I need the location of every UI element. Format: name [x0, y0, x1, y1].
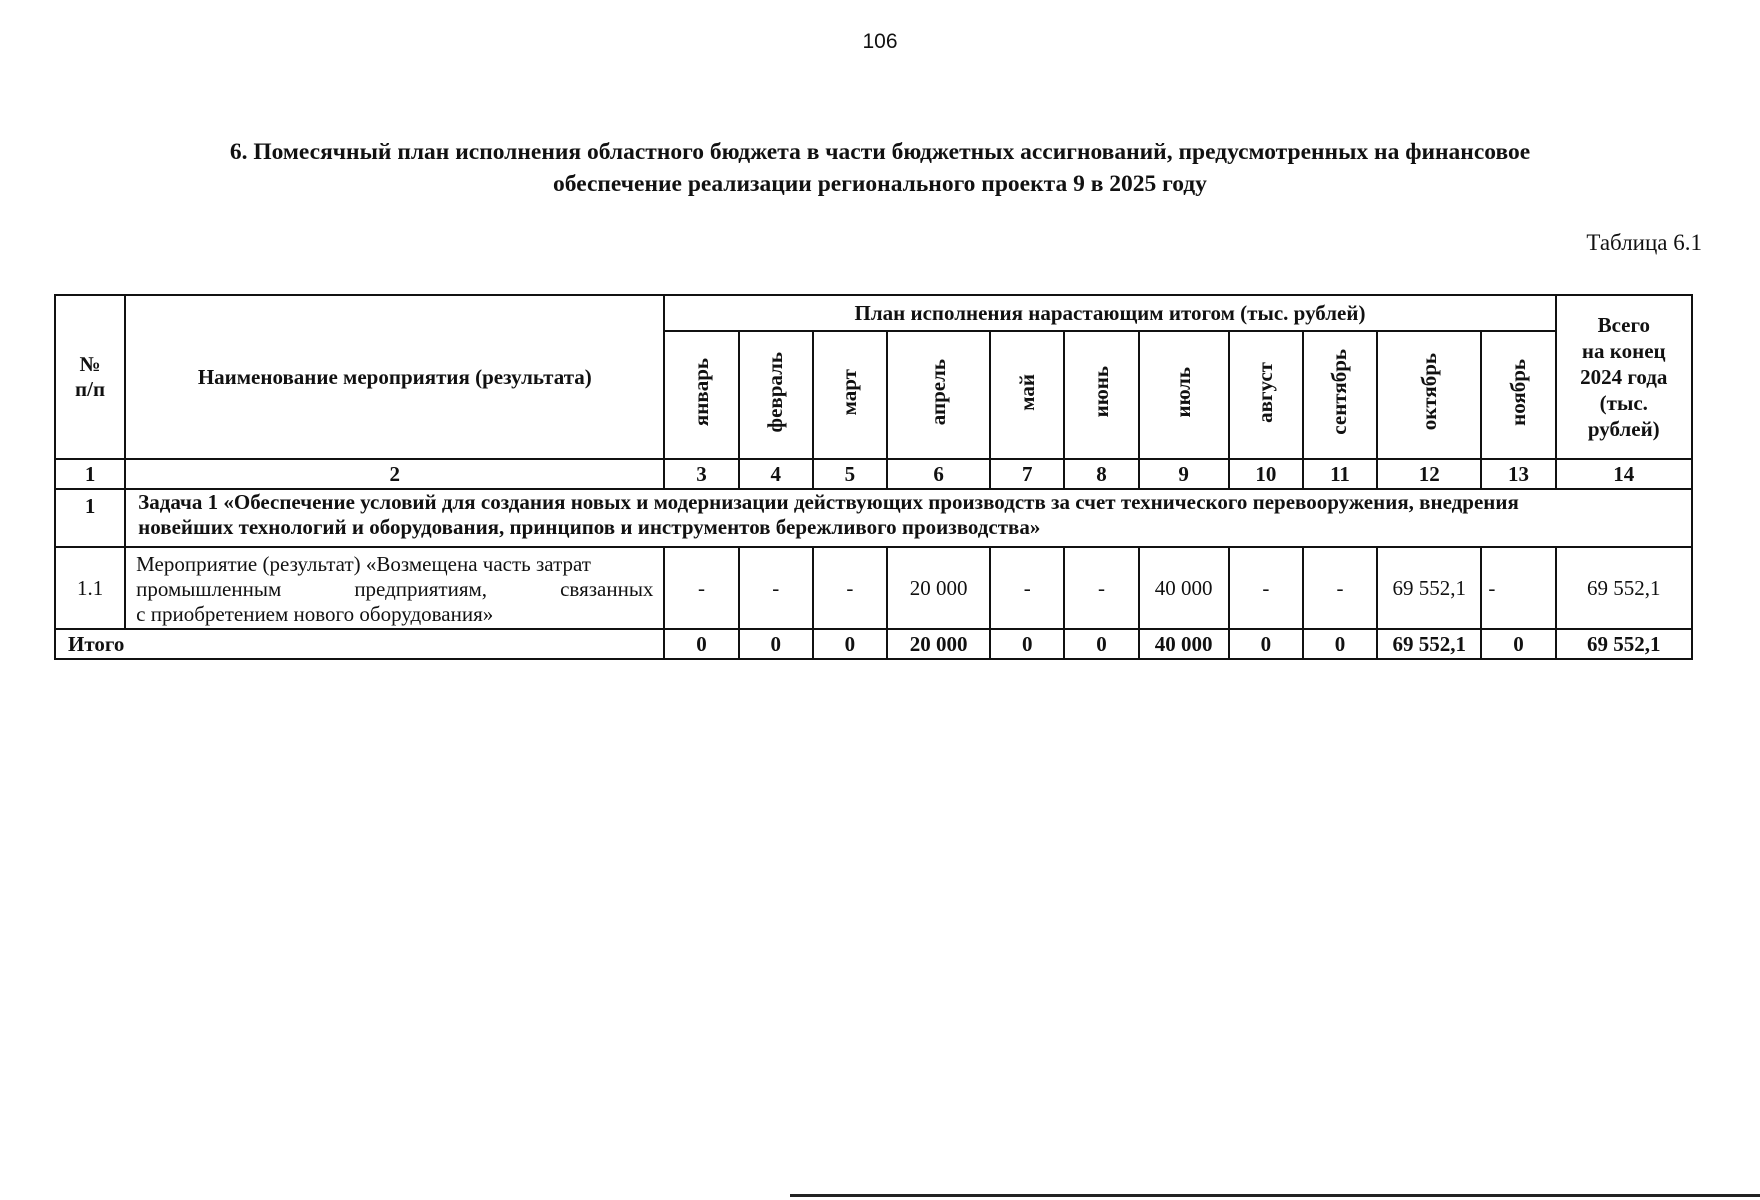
- column-number: 13: [1481, 459, 1555, 489]
- task-description: [125, 489, 1692, 547]
- header-row-number-line-1: №: [79, 352, 101, 376]
- task-description-line-1: Задача 1 «Обеспечение условий для создания новых и модернизации действующих производств за счет технического перевооружения, внедрения: [138, 490, 1519, 514]
- item-total: 69 552,1: [1556, 547, 1692, 629]
- totals-value-month: 0: [1229, 629, 1303, 659]
- page-number: 106: [862, 30, 898, 53]
- column-number: 2: [125, 459, 664, 489]
- month-label: январь: [689, 357, 714, 427]
- header-row-number-line-2: п/п: [75, 377, 106, 401]
- month-label: май: [1014, 373, 1039, 411]
- totals-value-month: 20 000: [887, 629, 990, 659]
- document-title-line-2: обеспечение реализации регионального проекта 9 в 2025 году: [553, 171, 1207, 197]
- month-label: ноябрь: [1505, 358, 1530, 426]
- month-header: [1064, 331, 1138, 459]
- month-header: [739, 331, 813, 459]
- month-header: [1377, 331, 1481, 459]
- column-number: 5: [813, 459, 887, 489]
- header-row-number: [55, 295, 125, 459]
- month-label: март: [837, 368, 862, 416]
- totals-value-month: 0: [813, 629, 887, 659]
- scan-edge-line: [790, 1194, 1760, 1197]
- task-number: 1: [55, 489, 125, 547]
- month-header: [664, 331, 738, 459]
- totals-row: [55, 629, 1692, 659]
- totals-value-month: 0: [664, 629, 738, 659]
- month-label: апрель: [926, 358, 951, 426]
- document-title-line-1: 6. Помесячный план исполнения областного бюджета в части бюджетных ассигнований, предусмотренных на финансовое: [229, 139, 1531, 165]
- item-name: [125, 547, 664, 629]
- item-value-month: -: [1229, 547, 1303, 629]
- table-caption: Таблица 6.1: [1586, 230, 1702, 255]
- totals-grand-total: 69 552,1: [1556, 629, 1692, 659]
- month-label: февраль: [763, 351, 788, 433]
- month-header: [1139, 331, 1229, 459]
- item-value-month: 20 000: [887, 547, 990, 629]
- table-row: [55, 547, 1692, 629]
- month-header: [990, 331, 1064, 459]
- item-value-month: -: [990, 547, 1064, 629]
- item-value-month: 69 552,1: [1377, 547, 1481, 629]
- column-number: 7: [990, 459, 1064, 489]
- month-label: июнь: [1088, 366, 1113, 418]
- column-number: 3: [664, 459, 738, 489]
- column-number: 14: [1556, 459, 1692, 489]
- item-name-line-3: с приобретением нового оборудования»: [136, 601, 494, 626]
- item-value-month: 40 000: [1139, 547, 1229, 629]
- item-number: 1.1: [55, 547, 125, 629]
- header-row-1: [55, 295, 1692, 331]
- column-number: 8: [1064, 459, 1138, 489]
- month-label: сентябрь: [1327, 349, 1352, 435]
- totals-value-month: 0: [1303, 629, 1377, 659]
- totals-value-month: 0: [1481, 629, 1555, 659]
- header-total: [1556, 295, 1692, 459]
- month-label: октябрь: [1416, 353, 1441, 431]
- header-total-line-1: Всего: [1597, 313, 1650, 337]
- header-total-line-3: 2024 года: [1580, 365, 1668, 389]
- column-number: 12: [1377, 459, 1481, 489]
- item-value-month: -: [813, 547, 887, 629]
- item-value-month: -: [739, 547, 813, 629]
- totals-value-month: 0: [1064, 629, 1138, 659]
- column-number: 1: [55, 459, 125, 489]
- month-header: [887, 331, 990, 459]
- totals-value-month: 40 000: [1139, 629, 1229, 659]
- column-number: 10: [1229, 459, 1303, 489]
- totals-value-month: 0: [739, 629, 813, 659]
- header-total-line-2: на конец: [1581, 339, 1666, 363]
- month-header: [813, 331, 887, 459]
- totals-value-month: 0: [990, 629, 1064, 659]
- column-number: 6: [887, 459, 990, 489]
- task-description-line-2: новейших технологий и оборудования, принципов и инструментов бережливого производства»: [138, 515, 1041, 539]
- item-value-month: -: [664, 547, 738, 629]
- item-value-month: -: [1481, 547, 1555, 629]
- totals-label: Итого: [55, 629, 664, 659]
- column-number: 11: [1303, 459, 1377, 489]
- item-name-line-1: Мероприятие (результат) «Возмещена часть затрат: [136, 551, 591, 576]
- task-row: [55, 489, 1692, 547]
- month-header: [1229, 331, 1303, 459]
- column-number-row: [55, 459, 1692, 489]
- header-total-line-5: рублей): [1587, 417, 1660, 441]
- column-number: 4: [739, 459, 813, 489]
- month-label: июль: [1171, 366, 1196, 418]
- header-activity-name: Наименование мероприятия (результата): [125, 295, 664, 459]
- item-value-month: -: [1303, 547, 1377, 629]
- header-plan-group: План исполнения нарастающим итогом (тыс. рублей): [664, 295, 1555, 331]
- header-total-line-4: (тыс.: [1599, 391, 1648, 415]
- item-value-month: -: [1064, 547, 1138, 629]
- month-header: [1481, 331, 1555, 459]
- month-label: август: [1253, 361, 1278, 423]
- totals-value-month: 69 552,1: [1377, 629, 1481, 659]
- budget-plan-table: [54, 294, 1693, 660]
- item-name-line-2: промышленным предприятиям, связанных: [136, 576, 654, 601]
- column-number: 9: [1139, 459, 1229, 489]
- month-header: [1303, 331, 1377, 459]
- document-title: [60, 136, 1700, 200]
